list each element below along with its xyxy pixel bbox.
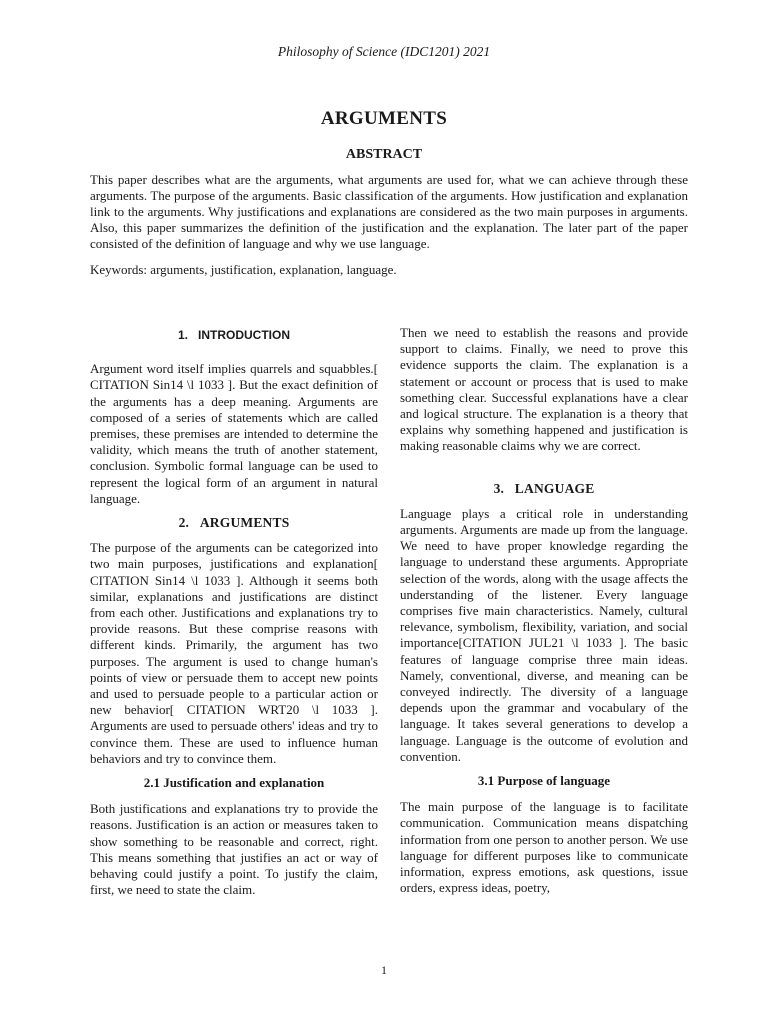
purpose-text: The main purpose of the language is to facilitate communication. Communication means dispatching information from one person to another person. We use language for different purposes like to communicate information, express emotions, ask questions, issue orders, express ideas, poetry, [400, 799, 688, 896]
abstract-heading: ABSTRACT [345, 147, 423, 162]
purpose-heading: 3.1 Purpose of language [477, 773, 611, 789]
right-column [400, 325, 688, 897]
left-column [90, 325, 378, 899]
abstract-body: This paper describes what are the arguments, what arguments are used for, what we can achieve through these arguments. The purpose of the arguments. Basic classification of the arguments. How justification and explanation link to the arguments. Why justifications and explanations are considered as the two main purposes in arguments. Also, this paper summarizes the definition of the justification and the explanation. The later part of the paper consisted of the definition of language and why we use language. [90, 172, 688, 251]
paper-title: ARGUMENTS [320, 108, 448, 129]
continued-text: Then we need to establish the reasons and provide support to claims. Finally, we need to prove this evidence supports the claim. The explanation is a statement or account or process that is used to make something clear. Successful explanations have a clear and logical structure. The explanation is a theory that explains why something happened and justification is making reasonable claims why we are correct. [400, 325, 688, 454]
keywords: Keywords: arguments, justification, explanation, language. [90, 262, 397, 277]
justification-text: Both justifications and explanations try to provide the reasons. Justification is an action or measures taken to show something to be reasonable and correct, right. This means something that justifies an act or way of behaving could justify a point. To justify the claim, first, we need to state the claim. [90, 801, 378, 898]
language-text: Language plays a critical role in understanding arguments. Arguments are made up from the language. We need to have proper knowledge regarding the language to understand these arguments. Appropriate selection of the words, along with the usage affects the understanding of the listener. Every language comprises five main characteristics. Namely, cultural relevance, symbolism, flexibility, variation, and social importance[CITATION JUL21 \l 1033 ]. The basic features of language comprise three main ideas. Namely, conventional, diverse, and meaning can be conveyed indirectly. The diversity of a language depends upon the grammar and vocabulary of the language. It takes several generations to develop a language. Language is the outcome of evolution and convention. [400, 505, 688, 764]
justification-heading: 2.1 Justification and explanation [143, 775, 325, 791]
introduction-heading: 1. INTRODUCTION [177, 328, 290, 342]
language-heading: 3. LANGUAGE [493, 480, 595, 496]
running-header: Philosophy of Science (IDC1201) 2021 [277, 44, 491, 59]
arguments-text: The purpose of the arguments can be categorized into two main purposes, justifications and explanation[ CITATION Sin14 \l 1033 ]. Although it seems both similar, explanations and justifications are distinct from each other. Justifications and explanations try to provide reasons. But these comprise reasons with different kinds. Primarily, the argument has two purposes. The argument is used to change human's points of view or persuade them to accept new points and used to persuade people to a particular action or new behavior[ CITATION WRT20 \l 1033 ]. Arguments are used to persuade others' ideas and try to convince them. These are used to influence human behaviors and try to convince them. [90, 540, 378, 766]
page-number: 1 [381, 963, 387, 977]
introduction-text: Argument word itself implies quarrels and squabbles.[ CITATION Sin14 \l 1033 ]. But the exact definition of the arguments has a deep meaning. Arguments are composed of a series of statements which are called premises, these premises are intended to determine the validity, which means the truth of another statement, conclusion. Symbolic formal language can be used to represent the logical form of an argument in natural language. [90, 361, 378, 506]
arguments-heading: 2. ARGUMENTS [178, 515, 290, 531]
